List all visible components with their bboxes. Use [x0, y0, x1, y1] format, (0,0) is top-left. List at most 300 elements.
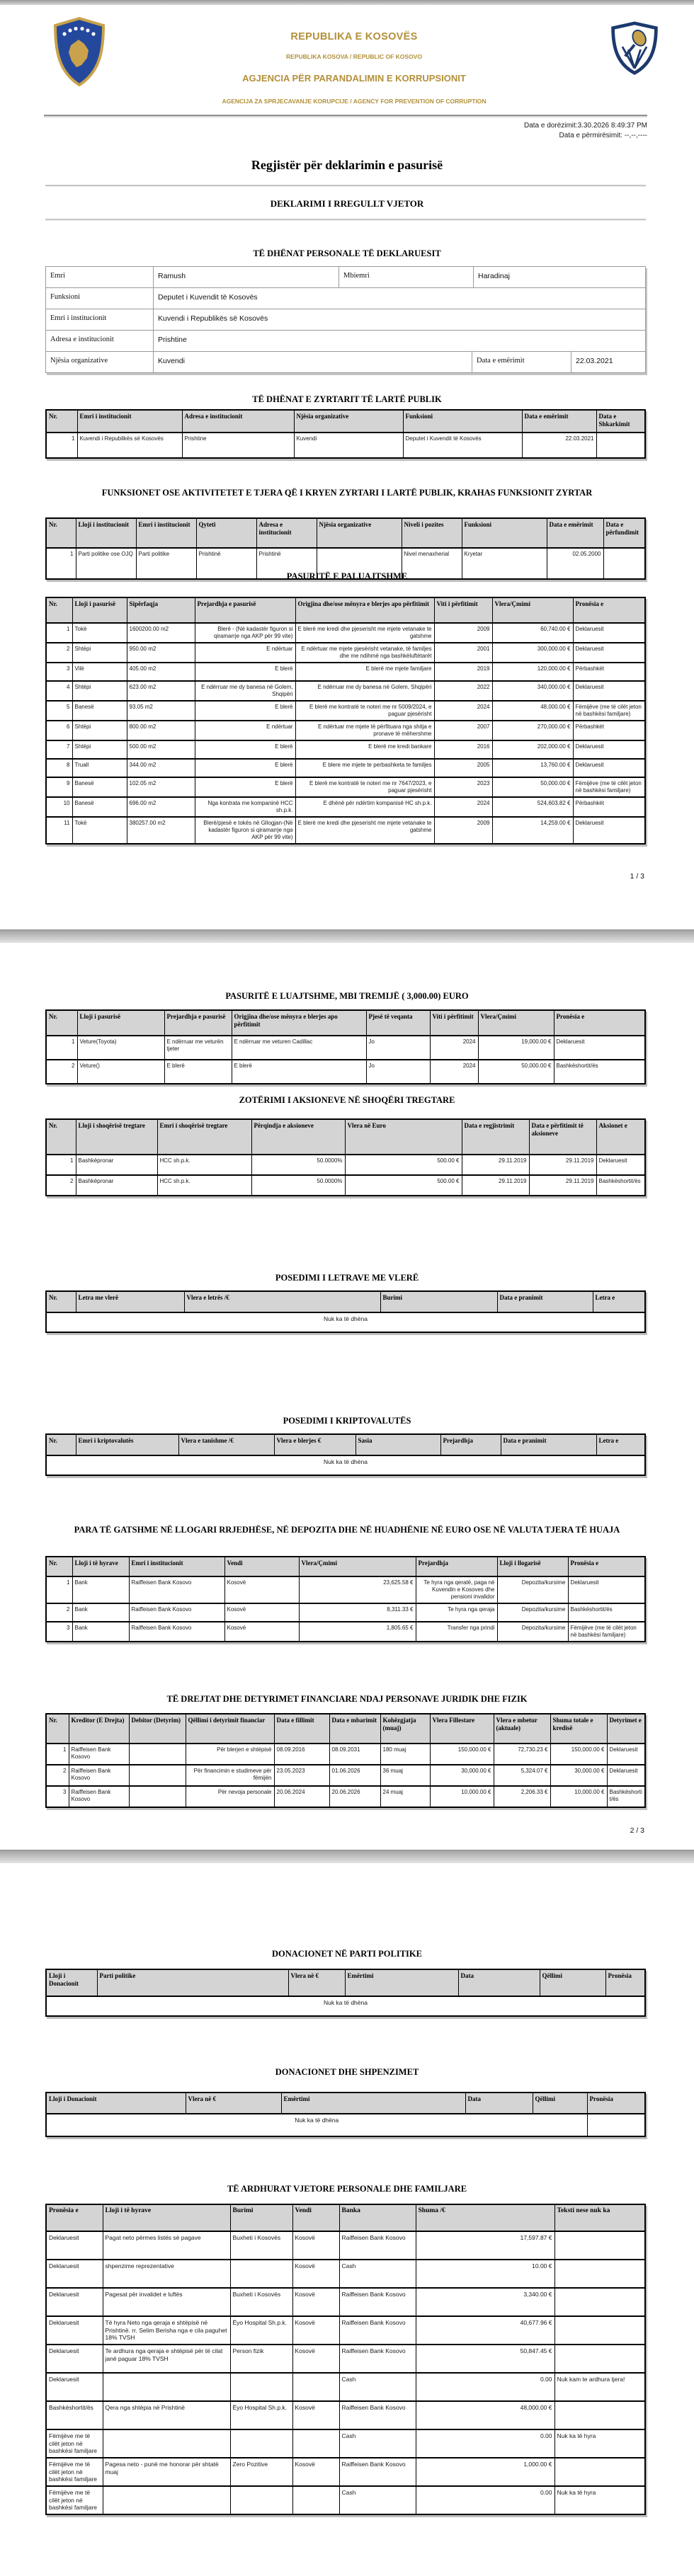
column-header: Përqindja e aksioneve — [251, 1119, 345, 1155]
column-header: Data — [465, 2093, 533, 2114]
column-header: Vlera e mbetur (aktuale) — [494, 1714, 550, 1744]
section-heading-official: TË DHËNAT E ZYRTARIT TË LARTË PUBLIK — [252, 394, 442, 404]
table-cell: E blerë me kontratë te noteri me nr 7647/2023, e paguar pjesërisht — [295, 777, 434, 797]
column-header: Kohëzgjatja (muaj) — [380, 1714, 430, 1744]
table-row — [46, 721, 645, 740]
column-header: Lloji i të hyrave — [103, 2204, 230, 2231]
table-cell: 50,000.00 € — [492, 777, 573, 797]
table-cell: Deklaruesit — [554, 1036, 645, 1060]
table-cell: 2024 — [434, 701, 492, 721]
column-header: Qyteti — [196, 518, 256, 548]
header-row — [46, 1714, 645, 1744]
table-cell: 2016 — [434, 740, 492, 759]
date-submitted: Data e dorëzimit:3.30.2026 8:49:37 PM — [524, 122, 647, 130]
table-cell: Pagat neto përmes listës së pagave — [103, 2231, 230, 2260]
field-value: Deputet i Kuvendit të Kosovës — [158, 293, 258, 302]
table-cell: 2024 — [430, 1060, 478, 1084]
field-value: 22.03.2021 — [576, 357, 613, 365]
table-row — [46, 643, 645, 663]
header-row — [46, 1119, 645, 1155]
table-cell: 9 — [46, 777, 72, 797]
table-cell: 10,000.00 € — [430, 1786, 494, 1807]
column-header: Emri i shoqërisë tregtare — [157, 1119, 251, 1155]
table-cell — [129, 1786, 186, 1807]
table-cell: Transfer nga prindi — [416, 1622, 497, 1642]
field-label: Mbiemri — [339, 267, 474, 287]
table-cell: Bashkëshortit/ës — [554, 1060, 645, 1084]
table-cell: E blerë — [195, 759, 295, 777]
table-cell: 2019 — [434, 663, 492, 681]
submission-dates — [524, 121, 647, 141]
table-cell: Pagesat për invalidet e luftës — [103, 2288, 230, 2316]
table-cell: 2005 — [434, 759, 492, 777]
table-cell: Deklaruesit — [573, 740, 645, 759]
column-header: Viti i përfitimit — [430, 1010, 478, 1036]
table-cell: 623.00 m2 — [127, 681, 195, 701]
table-cell: 2 — [46, 643, 72, 663]
column-header: Lloji i pasurisë — [72, 597, 127, 623]
table-cell: Kosovë — [224, 1576, 299, 1603]
table-cell: 500.00 € — [345, 1175, 462, 1196]
table-cell: E dhënë për ndërtim kompanisë HC sh.p.k. — [295, 797, 434, 817]
table-cell: 2023 — [434, 777, 492, 797]
table-cell: Parti politike ose OJQ — [76, 548, 136, 579]
table-cell: Raiffeisen Bank Kosovo — [339, 2458, 416, 2486]
table-row — [46, 433, 645, 458]
column-header: Nr. — [46, 597, 72, 623]
table-cell: E blerë me kontratë te noteri me nr 5009/2024, e paguar pjesërisht — [295, 701, 434, 721]
column-header: Pjesë të veqanta — [366, 1010, 430, 1036]
personal-data-table — [45, 266, 646, 373]
table-cell: Raiffeisen Bank Kosovo — [339, 2401, 416, 2429]
table-cell: Kosovë — [224, 1622, 299, 1642]
table-cell: E ndërruar me dy banesa në Golem, Shqipëri — [295, 681, 434, 701]
table-cell: 2009 — [434, 623, 492, 643]
table-row — [46, 288, 645, 309]
table-cell: 48,000.00 € — [416, 2401, 554, 2429]
table-cell: Bashkëshortit/ës — [596, 1175, 645, 1196]
table-cell: Kosovë — [224, 1603, 299, 1622]
column-header: Vlera në € — [186, 2093, 281, 2114]
table-cell: 1 — [46, 1155, 76, 1175]
table-cell: 0.00 — [416, 2429, 554, 2458]
table-cell: E blerë me kredi dhe pjeserisht me mjete vetanake te gatshme — [295, 817, 434, 844]
table-cell: Ëyo Hospital Sh.p.k. — [230, 2316, 292, 2345]
table-cell: E ndërruar me veturën tjeter — [164, 1036, 232, 1060]
table-cell: Te ardhura nga qeraja e shtëpisë për të cilat janë paguar 18% TVSH — [103, 2345, 230, 2373]
table-cell: Fëmijëve me të cilët jeton në bashkësi familjare — [46, 2458, 103, 2486]
table-cell: HCC sh.p.k. — [157, 1155, 251, 1175]
table-cell: Nuk ka të hyra — [554, 2486, 645, 2514]
table-cell: Kosovë — [292, 2401, 339, 2429]
table-cell: 14,259.00 € — [492, 817, 573, 844]
column-header: Letra e — [593, 1291, 645, 1312]
table-cell: Fëmijëve (me të cilët jeton në bashkësi familjare) — [568, 1622, 645, 1642]
table-cell: 60,740.00 € — [492, 623, 573, 643]
header-row — [46, 518, 645, 548]
table-cell: Prishtinë — [256, 548, 317, 579]
cryptocurrency-table — [45, 1433, 646, 1476]
table-cell: Deklaruesit — [573, 623, 645, 643]
table-cell: Buxheti i Kosovës — [230, 2288, 292, 2316]
table-row — [46, 1744, 645, 1765]
table-row — [46, 817, 645, 844]
table-cell: 29.11.2019 — [529, 1155, 596, 1175]
table-cell: E blerë me kredi bankare — [295, 740, 434, 759]
table-cell: 524,603.82 € — [492, 797, 573, 817]
table-cell: Banesë — [72, 701, 127, 721]
page-number: 1 / 3 — [630, 872, 644, 881]
table-cell: Bashkëshortit/ës — [568, 1603, 645, 1622]
table-row — [46, 701, 645, 721]
table-row — [46, 1175, 645, 1196]
table-row — [46, 797, 645, 817]
table-cell: 30,000.00 € — [430, 1765, 494, 1786]
table-cell: 50.0000% — [251, 1175, 345, 1196]
table-cell: 50.0000% — [251, 1155, 345, 1175]
table-cell: 08.09.2031 — [329, 1744, 380, 1765]
column-header: Data e përfundimit — [603, 518, 645, 548]
table-row — [46, 2458, 645, 2486]
table-cell: Raiffeisen Bank Kosovo — [129, 1603, 224, 1622]
column-header: Shuma totale e kredisë — [550, 1714, 607, 1744]
immovable-assets-table — [45, 597, 646, 845]
table-cell: Bashkëpronar — [76, 1155, 157, 1175]
table-cell: Veture() — [77, 1060, 164, 1084]
table-cell: Buxheti i Kosovës — [230, 2231, 292, 2260]
table-cell: Bank — [72, 1622, 129, 1642]
table-row — [46, 1060, 645, 1084]
agency-title: AGJENCIA PËR PARANDALIMIN E KORRUPSIONIT — [242, 73, 466, 84]
table-cell: Ëyo Hospital Sh.p.k. — [230, 2401, 292, 2429]
table-cell: 50,847.45 € — [416, 2345, 554, 2373]
table-cell: 22.03.2021 — [522, 433, 596, 458]
kosovo-coat-of-arms-icon — [51, 17, 108, 86]
table-cell: Përbashkët — [573, 797, 645, 817]
table-cell: Për financimin e studimeve për fëmijën — [186, 1765, 274, 1786]
table-row — [46, 2288, 645, 2316]
letterhead-divider — [44, 115, 647, 118]
table-cell: Kuvendi — [294, 433, 403, 458]
column-header: Niveli i pozites — [402, 518, 462, 548]
table-cell: 202,000.00 € — [492, 740, 573, 759]
column-header: Lloji i të hyrave — [72, 1557, 129, 1576]
table-cell: Kuvendi i Republikës së Kosovës — [77, 433, 182, 458]
party-donations-table — [45, 1969, 646, 2017]
header-row — [46, 1434, 645, 1455]
table-cell: Cash — [339, 2486, 416, 2514]
header-row — [46, 597, 645, 623]
table-row — [46, 1155, 645, 1175]
table-cell: 1,805.65 € — [299, 1622, 416, 1642]
table-cell: 150,000.00 € — [550, 1744, 607, 1765]
table-cell: 1600200.00 m2 — [127, 623, 195, 643]
table-cell: Depozita/kursime — [497, 1622, 568, 1642]
agency-subtitle: AGENCIJA ZA SPRJECAVANJE KORUPCIJE / AGENCY FOR PREVENTION OF CORRUPTION — [222, 98, 487, 105]
table-cell: Te hyra nga qeratë, paga në Kuvendin e Kosoves dhe pensioni invalidor — [416, 1576, 497, 1603]
table-cell: Prishtine — [182, 433, 294, 458]
table-cell — [554, 2231, 645, 2260]
column-header: Vendi — [292, 2204, 339, 2231]
table-cell: Deputet i Kuvendit të Kosovës — [403, 433, 522, 458]
table-cell: Bashkëpronar — [76, 1175, 157, 1196]
table-cell: 380257.00 m2 — [127, 817, 195, 844]
table-row — [46, 2373, 645, 2401]
column-header: Nr. — [46, 518, 76, 548]
table-cell: Raiffeisen Bank Kosovo — [69, 1765, 129, 1786]
table-cell: 36 muaj — [380, 1765, 430, 1786]
cash-accounts-table — [45, 1556, 646, 1642]
table-cell: Deklaruesit — [607, 1765, 645, 1786]
table-cell: E blerë — [195, 701, 295, 721]
section-heading-immovable: PASURITË E PALUAJTSHME — [286, 571, 408, 581]
table-cell: 08.09.2016 — [274, 1744, 329, 1765]
field-value: Kuvendi i Republikës së Kosovës — [158, 314, 268, 323]
table-cell — [230, 2260, 292, 2288]
divider — [45, 185, 646, 187]
table-cell: Veture(Toyota) — [77, 1036, 164, 1060]
column-header: Emërtimi — [345, 1969, 458, 1996]
table-cell: 344.00 m2 — [127, 759, 195, 777]
table-cell: Deklaruesit — [46, 2345, 103, 2373]
table-cell: E blerë — [195, 663, 295, 681]
column-header: Pronësia e — [46, 2204, 103, 2231]
column-header: Vlera/Çmimi — [299, 1557, 416, 1576]
column-header: Aksionet e — [596, 1119, 645, 1155]
table-cell: Raiffeisen Bank Kosovo — [69, 1744, 129, 1765]
table-cell: Fëmijëve me të cilët jeton në bashkësi familjare — [46, 2486, 103, 2514]
table-cell — [292, 2429, 339, 2458]
table-cell: Prishtinë — [196, 548, 256, 579]
table-cell: 11 — [46, 817, 72, 844]
table-cell: Deklaruesit — [46, 2231, 103, 2260]
empty-row — [46, 2114, 645, 2136]
column-header: Burimi — [230, 2204, 292, 2231]
no-data-cell: Nuk ka të dhëna — [46, 1312, 645, 1332]
table-cell: Tokë — [72, 623, 127, 643]
table-cell: Bashkëshortit/ës — [46, 2401, 103, 2429]
column-header: Nr. — [46, 410, 77, 433]
column-header: Data e Shkarkimit — [596, 410, 645, 433]
column-header: Vlera e blerjes € — [274, 1434, 355, 1455]
table-cell: Të hyra Neto nga qeraja e shtëpisë në Prishtinë. rr. Selim Berisha nga e cila paguhet 18% TVSH — [103, 2316, 230, 2345]
column-header: Vlera e tanishme /€ — [178, 1434, 274, 1455]
column-header: Lloji i Donacionit — [46, 2093, 186, 2114]
column-header: Letra me vlerë — [76, 1291, 184, 1312]
table-row — [46, 2486, 645, 2514]
column-header: Nr. — [46, 1557, 72, 1576]
table-cell: Pagesa neto - punë me honorar për shtatë muaj — [103, 2458, 230, 2486]
column-header: Data e emërimit — [522, 410, 596, 433]
table-cell: 8,311.33 € — [299, 1603, 416, 1622]
table-cell: 23,625.58 € — [299, 1576, 416, 1603]
table-cell: Raiffeisen Bank Kosovo — [129, 1622, 224, 1642]
table-cell: 300,000.00 € — [492, 643, 573, 663]
table-cell: 5 — [46, 701, 72, 721]
table-cell: E blerë — [232, 1060, 366, 1084]
table-cell: Depozita/kursime — [497, 1576, 568, 1603]
column-header: Emërtimi — [281, 2093, 465, 2114]
table-row — [46, 352, 645, 372]
company-shares-table — [45, 1118, 646, 1196]
table-cell: Kosovë — [292, 2345, 339, 2373]
column-header: Adresa e institucionit — [256, 518, 317, 548]
column-header: Banka — [339, 2204, 416, 2231]
field-label: Njësia organizative — [46, 352, 154, 372]
column-header: Data e fillimit — [274, 1714, 329, 1744]
page-break — [0, 929, 694, 943]
table-cell: Banesë — [72, 797, 127, 817]
table-cell: 7 — [46, 740, 72, 759]
table-row — [46, 663, 645, 681]
table-cell — [103, 2373, 230, 2401]
table-cell — [230, 2373, 292, 2401]
donations-expenses-table — [45, 2092, 646, 2137]
table-cell — [129, 1765, 186, 1786]
table-cell: 340,000.00 € — [492, 681, 573, 701]
column-header: Funksioni — [403, 410, 522, 433]
column-header: Detyrimet e — [607, 1714, 645, 1744]
no-data-cell: Nuk ka të dhëna — [46, 2114, 587, 2136]
column-header: Kreditor (E Drejta) — [69, 1714, 129, 1744]
table-cell: Përbashkët — [573, 663, 645, 681]
table-cell: 270,000.00 € — [492, 721, 573, 740]
table-cell: 0.00 — [416, 2373, 554, 2401]
table-cell: Te hyra nga qeraja — [416, 1603, 497, 1622]
table-cell: E ndërruar me dy banesa në Golem, Shqipëri — [195, 681, 295, 701]
column-header: Data — [458, 1969, 540, 1996]
section-heading-securities: POSEDIMI I LETRAVE ME VLERË — [275, 1273, 419, 1283]
field-value: Ramush — [154, 267, 339, 287]
section-heading-functions: FUNKSIONET OSE AKTIVITETET E TJERA QË I KRYEN ZYRTARI I LARTË PUBLIK, KRAHAS FUNKSIONIT ZYRTAR — [101, 488, 593, 498]
table-cell: 72,730.23 € — [494, 1744, 550, 1765]
column-header: Data e pranimit — [497, 1291, 593, 1312]
table-cell: 29.11.2019 — [462, 1155, 529, 1175]
column-header: Data e mbarimit — [329, 1714, 380, 1744]
table-cell: Kosovë — [292, 2458, 339, 2486]
column-header: Lloji i institucionit — [76, 518, 136, 548]
header-row — [46, 1291, 645, 1312]
header-row — [46, 2093, 645, 2114]
column-header: Pronësia e — [568, 1557, 645, 1576]
page-break — [0, 1850, 694, 1863]
table-row — [46, 740, 645, 759]
column-header: Nr. — [46, 1119, 76, 1155]
table-cell: Deklaruesit — [46, 2373, 103, 2401]
table-cell: Përbashkët — [573, 721, 645, 740]
table-cell: 2 — [46, 1175, 76, 1196]
table-cell — [103, 2486, 230, 2514]
table-row — [46, 1036, 645, 1060]
column-header: Emri i kriptovalutës — [76, 1434, 178, 1455]
table-cell: 2009 — [434, 817, 492, 844]
table-row — [46, 759, 645, 777]
header-row — [46, 1969, 645, 1996]
page-number: 2 / 3 — [630, 1826, 644, 1835]
table-cell: Jo — [366, 1060, 430, 1084]
table-cell: Raiffeisen Bank Kosovo — [339, 2288, 416, 2316]
column-header: Njësia organizative — [294, 410, 403, 433]
table-cell: Shtëpi — [72, 643, 127, 663]
table-row — [46, 2260, 645, 2288]
column-header: Adresa e institucionit — [182, 410, 294, 433]
header-row — [46, 1010, 645, 1036]
table-row — [46, 681, 645, 701]
table-cell: 3 — [46, 663, 72, 681]
table-cell: E ndërtuar me mjete të përfituara nga shitja e pronave të mëhershme — [295, 721, 434, 740]
table-cell: Blerë - (Në kadastër figuron si qiramarrje nga AKP për 99 vite) — [195, 623, 295, 643]
column-header: Vlera/Çmimi — [478, 1010, 554, 1036]
table-cell: Raiffeisen Bank Kosovo — [339, 2345, 416, 2373]
table-row — [46, 2429, 645, 2458]
column-header: Prejardhja e pasurisë — [164, 1010, 232, 1036]
table-row — [46, 777, 645, 797]
table-cell: 180 muaj — [380, 1744, 430, 1765]
section-heading-income: TË ARDHURAT VJETORE PERSONALE DHE FAMILJARE — [227, 2184, 467, 2194]
field-label: Adresa e institucionit — [46, 331, 154, 351]
table-row — [46, 2316, 645, 2345]
date-updated: Data e përmirësimit: --,--,---- — [559, 132, 647, 139]
movable-assets-table — [45, 1009, 646, 1084]
column-header: Lloji i shoqërisë tregtare — [76, 1119, 157, 1155]
table-cell — [103, 2429, 230, 2458]
column-header: Nr. — [46, 1010, 77, 1036]
table-cell: 500.00 € — [345, 1155, 462, 1175]
table-cell: 4 — [46, 681, 72, 701]
table-cell — [554, 2401, 645, 2429]
table-cell — [292, 2373, 339, 2401]
table-cell: 30,000.00 € — [550, 1765, 607, 1786]
table-cell: E blerë — [195, 740, 295, 759]
document-title: Regjistër për deklarimin e pasurisë — [251, 158, 443, 172]
column-header: Nr. — [46, 1434, 76, 1455]
table-cell: Kosovë — [292, 2260, 339, 2288]
table-cell: Jo — [366, 1036, 430, 1060]
column-header: Qëllimi — [533, 2093, 587, 2114]
table-cell: Deklaruesit — [573, 817, 645, 844]
table-cell: Blerë/pjesë e tokës në Gllogjan-(Në kadastër figuron si qiramarrje nga AKP për 99 vite) — [195, 817, 295, 844]
table-cell — [587, 2114, 645, 2136]
table-cell — [554, 2345, 645, 2373]
table-cell: Për blerjen e shtëpisë — [186, 1744, 274, 1765]
column-header: Letra e — [596, 1434, 645, 1455]
table-cell: 2001 — [434, 643, 492, 663]
table-cell: 10.00 € — [416, 2260, 554, 2288]
field-value: Kuvendi — [154, 352, 472, 372]
column-header: Vendi — [224, 1557, 299, 1576]
column-header: Funksioni — [462, 518, 547, 548]
table-cell: Për nevoja personale — [186, 1786, 274, 1807]
table-cell: Deklaruesit — [46, 2288, 103, 2316]
table-row — [46, 1576, 645, 1603]
table-cell: Depozita/kursime — [497, 1603, 568, 1622]
table-cell: HCC sh.p.k. — [157, 1175, 251, 1196]
financial-obligations-table — [45, 1713, 646, 1808]
column-header: Qëllimi — [540, 1969, 605, 1996]
table-row — [46, 2345, 645, 2373]
table-cell: Bank — [72, 1576, 129, 1603]
apk-agency-logo-icon — [608, 21, 661, 75]
table-cell: Deklaruesit — [573, 759, 645, 777]
column-header: Shuma /€ — [416, 2204, 554, 2231]
table-cell: 1 — [46, 1576, 72, 1603]
column-header: Emri i institucionit — [136, 518, 196, 548]
column-header: Burimi — [380, 1291, 497, 1312]
table-cell: 500.00 m2 — [127, 740, 195, 759]
table-cell: 800.00 m2 — [127, 721, 195, 740]
table-cell: Cash — [339, 2260, 416, 2288]
official-data-table — [45, 409, 646, 459]
